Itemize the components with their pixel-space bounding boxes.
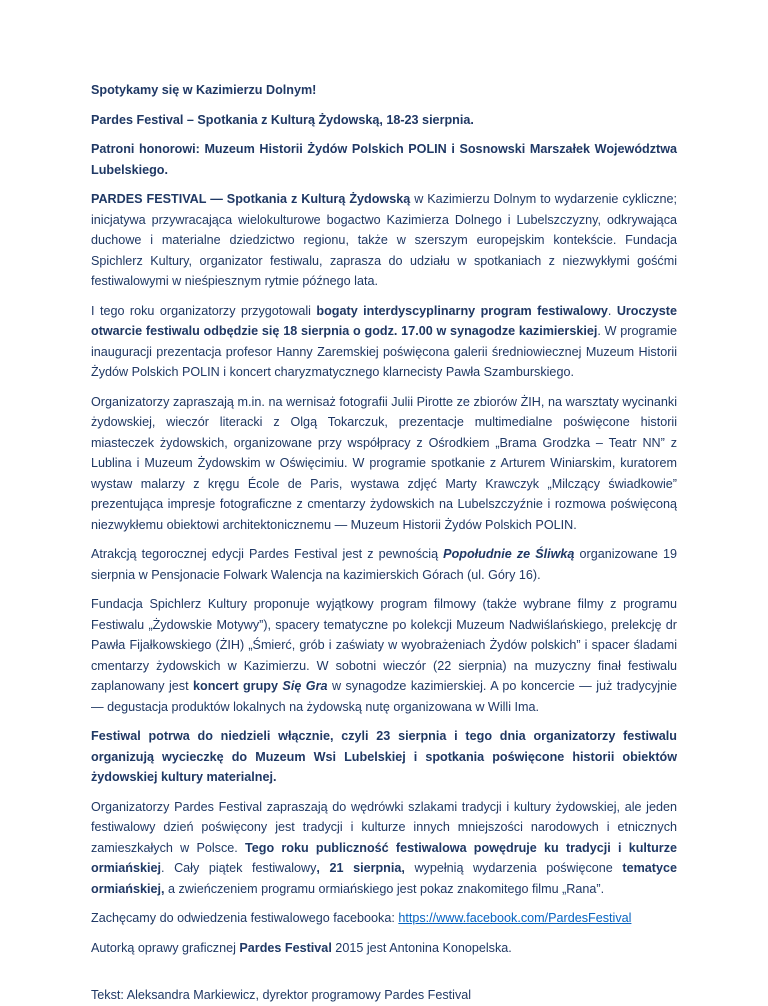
festival-subtitle: Pardes Festival – Spotkania z Kulturą Żydowską, 18-23 sierpnia. bbox=[91, 112, 474, 127]
afternoon-text-2: organizowane 19 sierpnia w Pensjonacie Folwark Walencja na kazimierskich Górach (ul. Góry 16). bbox=[91, 547, 677, 582]
graphics-text-1: Autorką oprawy graficznej bbox=[91, 940, 240, 955]
armenian-text-2: . Cały piątek festiwalowy bbox=[161, 861, 317, 875]
armenian-text-1: Organizatorzy Pardes Festival zapraszają do wędrówki szlakami tradycji i kultury żydowskiej, ale jeden festiwalowy dzień poświęcony jest tradycji i kulturze innych mniejszości narodowych i etnicznych zamieszkałych w Polsce. bbox=[91, 799, 677, 855]
program-text-2: . bbox=[607, 303, 617, 318]
paragraph-facebook bbox=[91, 908, 677, 929]
afternoon-event-name: Popołudnie ze Śliwką bbox=[443, 547, 575, 561]
intro-text: w Kazimierzu Dolnym to wydarzenie cykliczne; inicjatywa przywracająca wielokulturowe bogactwo Kazimierza Dolnego i Lubelszczyzny, odkrywająca duchowe i materialne dziedzictwo regionu, także w szerszym europejskim kontekście. Fundacja Spichlerz Kultury, organizator festiwalu, zaprasza do udziału w spotkaniach z niezwykłymi gośćmi festiwalowymi w nieśpiesznym rytmie późnego lata. bbox=[91, 192, 677, 288]
armenian-text-3: wypełnią wydarzenia poświęcone bbox=[404, 861, 623, 875]
facebook-link[interactable]: https://www.facebook.com/PardesFestival bbox=[398, 911, 632, 925]
film-text-2: w synagodze kazimierskiej. A po koncercie — już tradycyjnie — degustacja produktów lokalnych na żydowską nutę organizowana w Willi Ima. bbox=[91, 679, 677, 714]
program-bold-1: bogaty interdyscyplinarny program festiwalowy bbox=[316, 303, 608, 318]
graphics-bold: Pardes Festival bbox=[239, 940, 332, 955]
armenian-text-4: a zwieńczeniem programu ormiańskiego jest pokaz znakomitego filmu „Rana”. bbox=[164, 881, 605, 896]
document-title: Spotykamy się w Kazimierzu Dolnym! bbox=[91, 83, 317, 97]
armenian-bold-3: tematyce ormiańskiej, bbox=[91, 861, 677, 896]
paragraph-sunday: Festiwal potrwa do niedzieli włącznie, czyli 23 sierpnia i tego dnia organizatorzy festiwalu organizują wycieczkę do Muzeum Wsi Lubelskiej i spotkania poświęcone historii obiektów żydowskiej kultury materialnej. bbox=[91, 729, 677, 784]
honorary-patrons: Patroni honorowi: Muzeum Historii Żydów Polskich POLIN i Sosnowski Marszałek Województwa Lubelskiego. bbox=[91, 142, 677, 177]
author-credit: Tekst: Aleksandra Markiewicz, dyrektor programowy Pardes Festival bbox=[91, 988, 472, 1002]
paragraph-armenian bbox=[91, 797, 677, 900]
graphics-text-2: 2015 jest Antonina Konopelska. bbox=[331, 940, 512, 955]
paragraph-events: Organizatorzy zapraszają m.in. na wernisaż fotografii Julii Pirotte ze zbiorów ŻIH, na warsztaty wycinanki żydowskiej, wieczór literacki z Olgą Tokarczuk, prezentacje multimedialne poświęcone historii miasteczek żydowskich, organizowane przy współpracy z Ośrodkiem „Brama Grodzka – Teatr NN” z Lublina i Muzeum Żydowskim w Oświęcimiu. W programie spotkanie z Arturem Winiarskim, kuratorem wystaw malarzy z kręgu École de Paris, wystawa zdjęć Marty Krawczyk „Milczący świadkowie” prezentująca impresje fotograficzne z cmentarzy żydowskich na Lubelszczyźnie i rozmowa poświęconą niezwykłemu obiektowi architektonicznemu — Muzeum Historii Żydów Polskich POLIN. bbox=[91, 394, 677, 532]
paragraph-program bbox=[91, 301, 677, 383]
paragraph-graphics bbox=[91, 938, 677, 959]
film-band-name: Się Gra bbox=[282, 679, 328, 693]
paragraph-film bbox=[91, 594, 677, 717]
program-text-1: I tego roku organizatorzy przygotowali bbox=[91, 303, 317, 318]
paragraph-intro bbox=[91, 189, 677, 292]
armenian-bold-1: Tego roku publiczność festiwalowa powędruje ku tradycji i kulturze ormiańskiej bbox=[91, 840, 677, 875]
spacer bbox=[91, 967, 677, 985]
afternoon-text-1: Atrakcją tegorocznej edycji Pardes Festival jest z pewnością bbox=[91, 547, 444, 561]
program-bold-2: Uroczyste otwarcie festiwalu odbędzie się 18 sierpnia o godz. 17.00 w synagodze kazimierskiej bbox=[91, 303, 678, 338]
program-text-3: . W programie inauguracji prezentacja profesor Hanny Zaremskiej poświęcona galerii średniowiecznej Muzeum Historii Żydów Polskich POLIN i koncert charyzmatycznego klarnecisty Pawła Szamburskiego. bbox=[91, 324, 677, 379]
facebook-text: Zachęcamy do odwiedzenia festiwalowego facebooka: bbox=[91, 911, 399, 925]
paragraph-afternoon bbox=[91, 544, 677, 585]
armenian-bold-2: , 21 sierpnia, bbox=[316, 861, 405, 875]
intro-lead: PARDES FESTIVAL — Spotkania z Kulturą Żydowską bbox=[91, 192, 411, 206]
film-concert-label: koncert grupy bbox=[193, 679, 283, 693]
film-text-1: Fundacja Spichlerz Kultury proponuje wyjątkowy program filmowy (także wybrane filmy z programu Festiwalu „Żydowskie Motywy”), spacery tematyczne po kolekcji Muzeum Nadwiślańskiego, prelekcję dr Pawła Fijałkowskiego (ŻIH) „Śmierć, grób i zaświaty w wyobrażeniach Żydów polskich” i spacer śladami cmentarzy żydowskich w Kazimierzu. W sobotni wieczór (22 sierpnia) na muzyczny finał festiwalu zaplanowany jest bbox=[91, 597, 677, 693]
